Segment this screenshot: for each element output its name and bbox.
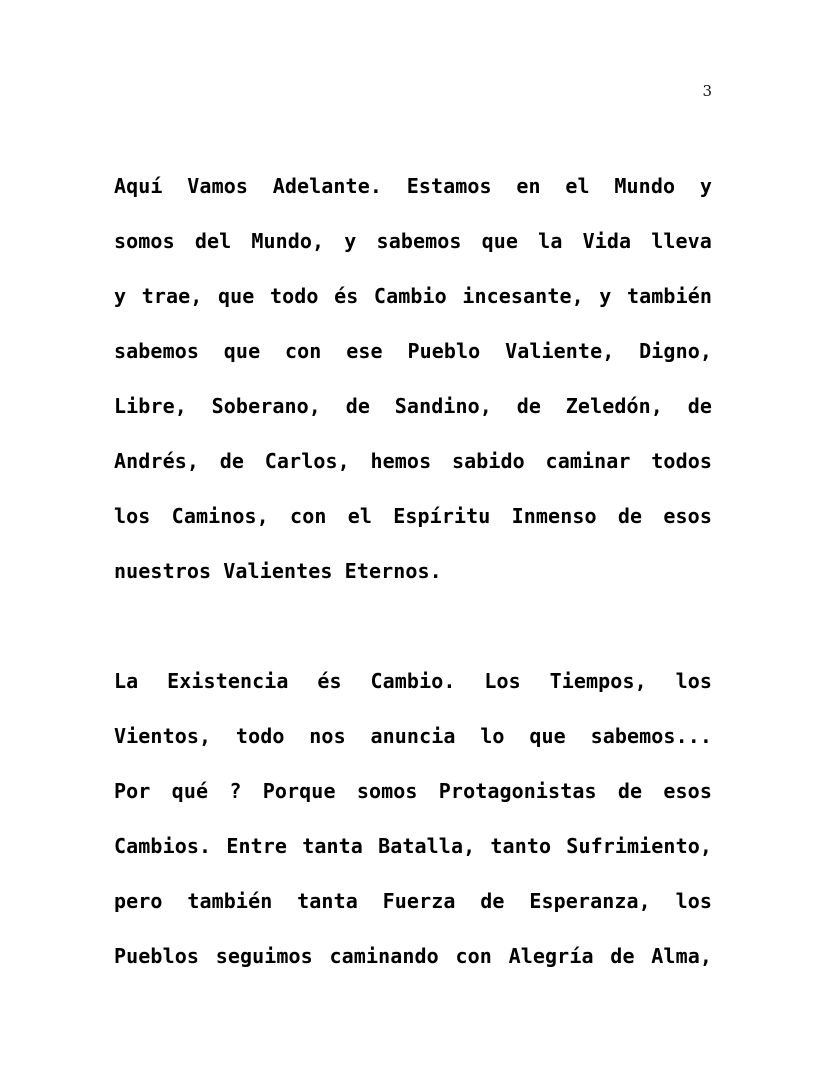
word: lo (480, 723, 505, 748)
word: y (599, 283, 612, 308)
word: sabido (451, 448, 525, 473)
word: Existencia (167, 668, 289, 693)
word: Caminos, (171, 503, 269, 528)
word: qué (171, 778, 209, 803)
word: sabemos... (590, 723, 712, 748)
word: Estamos (406, 173, 492, 198)
word: és (334, 283, 359, 308)
word: de (610, 943, 635, 968)
word: todo (269, 283, 319, 308)
word: Digno, (639, 338, 712, 363)
word: Batalla, (378, 833, 476, 858)
word: somos (356, 778, 418, 803)
word: el (565, 173, 590, 198)
word: de (219, 448, 245, 473)
word: y (344, 228, 357, 253)
word: caminar (545, 448, 631, 473)
word: és (317, 668, 342, 693)
word: La (114, 668, 139, 693)
word: nuestros Valientes Eternos. (114, 558, 442, 583)
body-text-block (114, 158, 712, 983)
word: con (285, 338, 322, 363)
text-line (114, 873, 712, 928)
word: Alma, (651, 943, 712, 968)
word: somos (114, 228, 175, 253)
word: anuncia (370, 723, 456, 748)
text-line (114, 543, 712, 598)
text-line (114, 268, 712, 323)
word: también (187, 888, 273, 913)
word: Por (114, 778, 151, 803)
word: todo (235, 723, 285, 748)
text-line (114, 488, 712, 543)
page-number: 3 (702, 82, 712, 100)
word: todos (651, 448, 712, 473)
word: Pueblo (407, 338, 481, 363)
word: que (481, 228, 519, 253)
word: también (627, 283, 712, 308)
paragraph (114, 653, 712, 983)
word: Valiente, (505, 338, 615, 363)
word: Vamos (187, 173, 248, 198)
word: esos (663, 778, 712, 803)
word: trae, (141, 283, 203, 308)
word: Los (484, 668, 521, 693)
word: Fuerza (382, 888, 456, 913)
word: de (687, 393, 712, 418)
word: Cambio (373, 283, 447, 308)
word: de (617, 503, 643, 528)
word: Vientos, (114, 723, 212, 748)
word: Andrés, (114, 448, 199, 473)
word: hemos (370, 448, 432, 473)
word: nos (309, 723, 346, 748)
word: ese (346, 338, 383, 363)
text-line (114, 158, 712, 213)
word: Tiempos, (549, 668, 647, 693)
word: de (345, 393, 370, 418)
word: con (455, 943, 492, 968)
word: en (516, 173, 541, 198)
text-line (114, 763, 712, 818)
word: Carlos, (264, 448, 350, 473)
word: Cambio. (370, 668, 456, 693)
word: que (223, 338, 261, 363)
word: esos (663, 503, 712, 528)
word: Espíritu (393, 503, 491, 528)
word: Inmenso (511, 503, 597, 528)
word: los (675, 668, 712, 693)
word: Soberano, (211, 393, 321, 418)
word: Adelante. (272, 173, 382, 198)
word: incesante, (462, 283, 584, 308)
word: ? (229, 778, 242, 803)
word: Zeledón, (565, 393, 663, 418)
word: los (114, 503, 151, 528)
word: caminando (329, 943, 439, 968)
word: pero (114, 888, 163, 913)
word: seguimos (215, 943, 313, 968)
word: de (516, 393, 541, 418)
word: que (217, 283, 255, 308)
word: sabemos (376, 228, 462, 253)
word: Mundo (614, 173, 676, 198)
text-line (114, 818, 712, 873)
word: tanta (297, 888, 358, 913)
word: la (538, 228, 563, 253)
text-line (114, 213, 712, 268)
word: Alegría (508, 943, 594, 968)
word: Protagonistas (438, 778, 597, 803)
word: tanto (490, 833, 552, 858)
word: y (114, 283, 127, 308)
word: Pueblos (114, 943, 199, 968)
word: Entre (226, 833, 288, 858)
text-line (114, 928, 712, 983)
text-line (114, 433, 712, 488)
word: Sufrimiento, (566, 833, 712, 858)
word: Vida (582, 228, 632, 253)
text-line (114, 378, 712, 433)
word: sabemos (114, 338, 199, 363)
word: que (529, 723, 566, 748)
word: del (194, 228, 232, 253)
text-line (114, 653, 712, 708)
word: lleva (651, 228, 712, 253)
word: de (617, 778, 643, 803)
paragraph (114, 158, 712, 598)
word: de (480, 888, 505, 913)
word: Cambios. (114, 833, 212, 858)
word: y (699, 173, 712, 198)
word: Esperanza, (529, 888, 651, 913)
text-line (114, 323, 712, 378)
word: Libre, (114, 393, 187, 418)
text-line (114, 708, 712, 763)
word: Porque (262, 778, 336, 803)
word: el (347, 503, 373, 528)
word: Sandino, (394, 393, 492, 418)
word: Aquí (114, 173, 163, 198)
word: con (290, 503, 327, 528)
word: Mundo, (251, 228, 325, 253)
word: tanta (302, 833, 363, 858)
word: los (675, 888, 712, 913)
